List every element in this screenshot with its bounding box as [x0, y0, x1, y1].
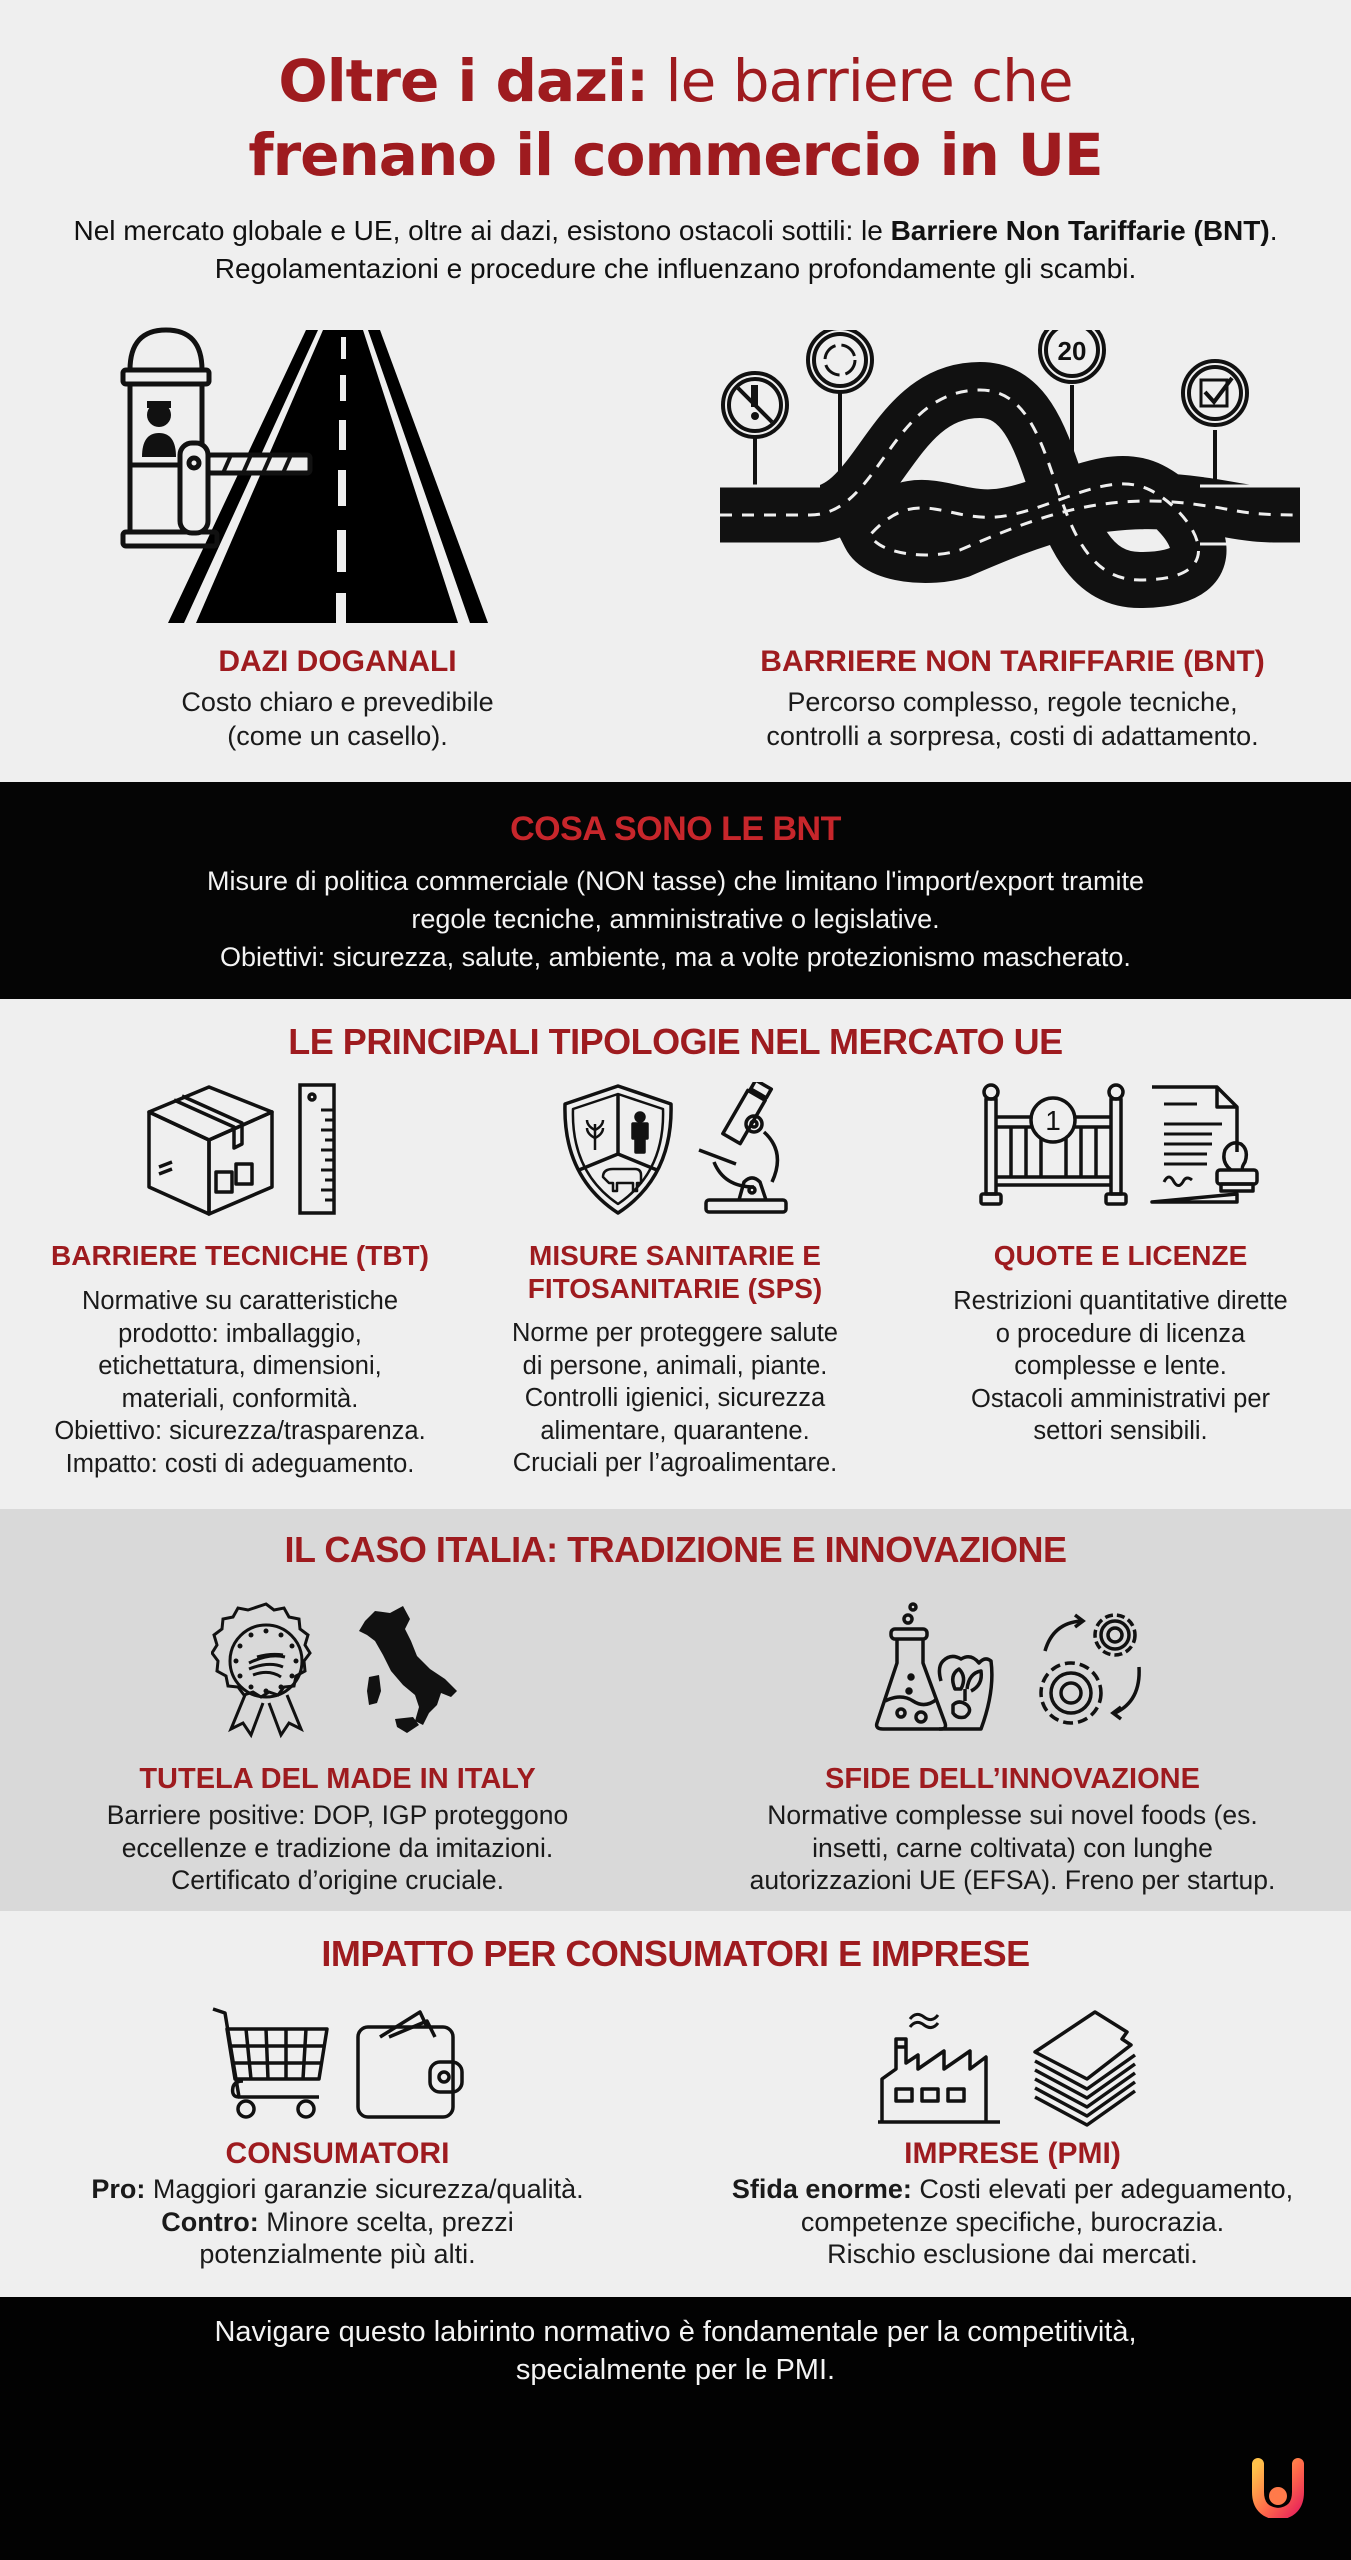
intro-part1: Nel mercato globale e UE, oltre ai dazi, esistono ostacoli sottili: le	[73, 215, 891, 246]
desc-line: controlli a sorpresa, costi di adattamento.	[766, 721, 1259, 751]
title-light: le barriere che	[648, 47, 1073, 115]
desc-row	[675, 2238, 1350, 2271]
row-bold: Contro:	[161, 2206, 259, 2237]
desc-line: (come un casello).	[227, 721, 448, 751]
bnt-line: Obiettivi: sicurezza, salute, ambiente, ma a volte protezionismo mascherato.	[220, 942, 1131, 972]
lab-flask-novel-food-icon	[873, 1601, 1003, 1736]
desc-row	[675, 2206, 1350, 2239]
desc-line: Controlli igienici, sicurezza	[524, 1384, 826, 1412]
footer-line: Navigare questo labirinto normativo è fondamentale per la competitività,	[214, 2316, 1137, 2348]
brand-logo-icon	[1248, 2456, 1308, 2518]
title-line2: frenano il commercio in UE	[248, 121, 1103, 189]
intro-part2: . Regolamentazioni e procedure che influenzano profondamente gli scambi.	[214, 215, 1278, 284]
impact-consumers	[0, 1911, 675, 2297]
row-text: Minore scelta, prezzi	[258, 2206, 514, 2237]
italy-item-desc	[0, 1799, 675, 1897]
impact-item-desc	[675, 2173, 1350, 2271]
half-icons	[675, 2007, 1350, 2127]
comparison-desc	[675, 685, 1350, 753]
type-desc	[0, 1285, 480, 1480]
bnt-definition-section	[0, 782, 1351, 999]
desc-line: di persone, animali, piante.	[522, 1351, 828, 1380]
impact-section	[0, 1911, 1351, 2297]
desc-line: autorizzazioni UE (EFSA). Freno per startup.	[749, 1865, 1276, 1895]
footer-text	[0, 2313, 1351, 2389]
gears-cycle-icon	[1027, 1601, 1152, 1736]
shield-plant-person-animal-icon	[561, 1082, 676, 1222]
type-tbt	[0, 999, 480, 1509]
title-line: QUOTE E LICENZE	[993, 1240, 1248, 1271]
desc-line: Cruciali per l’agroalimentare.	[512, 1449, 838, 1477]
bnt-text	[0, 862, 1351, 976]
footer-section	[0, 2297, 1351, 2560]
comparison-section	[0, 310, 1351, 782]
desc-line: Restrizioni quantitative dirette	[953, 1287, 1288, 1315]
desc-row	[0, 2173, 675, 2206]
types-heading: LE PRINCIPALI TIPOLOGIE NEL MERCATO UE	[288, 1021, 1063, 1062]
desc-line: o procedure di licenza	[995, 1319, 1246, 1348]
license-document-stamp-icon	[1147, 1082, 1262, 1222]
svg-text:1: 1	[1045, 1105, 1061, 1136]
quota-gate-icon	[979, 1082, 1129, 1222]
desc-line: Ostacoli amministrativi per	[971, 1384, 1270, 1413]
row-text: Maggiori garanzie sicurezza/qualità.	[145, 2174, 584, 2204]
desc-line: Barriere positive: DOP, IGP proteggono	[106, 1800, 569, 1830]
desc-row	[0, 2238, 675, 2271]
italy-item-desc	[675, 1799, 1350, 1897]
title-line: FITOSANITARIE (SPS)	[527, 1273, 823, 1304]
paper-stack-icon	[1027, 2007, 1147, 2127]
title-bold: Oltre i dazi:	[278, 47, 649, 115]
italy-innovation	[675, 1509, 1350, 1911]
desc-line: alimentare, quarantene.	[540, 1416, 810, 1445]
svg-text:20: 20	[1057, 336, 1087, 366]
type-sps	[450, 999, 900, 1509]
wallet-icon	[355, 2007, 465, 2122]
desc-row	[0, 2206, 675, 2239]
comparison-bnt	[675, 310, 1350, 782]
row-bold: Pro:	[91, 2174, 146, 2204]
impact-companies	[675, 1911, 1350, 2297]
italy-map-icon	[345, 1601, 465, 1741]
half-icons	[0, 2007, 675, 2122]
bnt-line: regole tecniche, amministrative o legislative.	[411, 904, 940, 934]
bnt-line: Misure di politica commerciale (NON tasse) che limitano l'import/export tramite	[207, 866, 1144, 896]
microscope-icon	[694, 1082, 789, 1222]
desc-line: settori sensibili.	[1033, 1417, 1208, 1445]
row-text: Costi elevati per adeguamento,	[911, 2174, 1294, 2204]
italy-made-in-italy	[0, 1509, 675, 1911]
desc-line: complesse e lente.	[1014, 1352, 1227, 1380]
header-section	[0, 0, 1351, 310]
intro-text	[60, 212, 1291, 288]
row-bold: Sfida enorme:	[731, 2174, 912, 2204]
comparison-desc	[0, 685, 675, 753]
type-title	[890, 1239, 1351, 1272]
footer-line: specialmente per le PMI.	[515, 2354, 836, 2386]
desc-line: Costo chiaro e prevedibile	[181, 687, 494, 717]
desc-line: Obiettivo: sicurezza/trasparenza.	[54, 1417, 426, 1445]
type-desc	[890, 1285, 1351, 1448]
desc-line: materiali, conformità.	[121, 1384, 359, 1413]
type-icons	[890, 1082, 1351, 1222]
desc-line: eccellenze e tradizione da imitazioni.	[121, 1832, 554, 1863]
desc-line: Norme per proteggere salute	[511, 1319, 838, 1347]
title-line: BARRIERE TECNICHE (TBT)	[51, 1240, 429, 1271]
impact-heading: IMPATTO PER CONSUMATORI E IMPRESE	[321, 1933, 1030, 1974]
comparison-title: BARRIERE NON TARIFFARIE (BNT)	[760, 645, 1265, 678]
intro-bold: Barriere Non Tariffarie (BNT)	[890, 215, 1270, 246]
impact-item-title: CONSUMATORI	[225, 2137, 450, 2170]
half-icons	[675, 1601, 1350, 1736]
type-quote	[890, 999, 1351, 1509]
row-text: competenze specifiche, burocrazia.	[800, 2206, 1225, 2237]
desc-row	[675, 2173, 1350, 2206]
types-section	[0, 999, 1351, 1509]
ruler-icon	[297, 1082, 337, 1222]
comparison-dazi	[0, 310, 675, 782]
page-title	[0, 44, 1351, 192]
desc-line: etichettatura, dimensioni,	[98, 1352, 382, 1380]
eu-quality-seal-icon	[211, 1601, 321, 1741]
shopping-cart-icon	[211, 2007, 331, 2122]
desc-line: Certificato d’origine cruciale.	[171, 1865, 504, 1895]
type-icons	[0, 1082, 480, 1222]
desc-line: Normative complesse sui novel foods (es.	[767, 1800, 1258, 1830]
comparison-title: DAZI DOGANALI	[218, 645, 457, 678]
type-title	[0, 1239, 480, 1272]
half-icons	[0, 1601, 675, 1741]
desc-line: Normative su caratteristiche	[81, 1287, 399, 1315]
winding-road-signs-icon	[720, 330, 1300, 630]
italy-section	[0, 1509, 1351, 1911]
type-desc	[450, 1317, 900, 1480]
row-text: Rischio esclusione dai mercati.	[827, 2239, 1198, 2269]
desc-line: insetti, carne coltivata) con lunghe	[812, 1832, 1213, 1863]
type-title	[450, 1239, 900, 1305]
toll-booth-road-icon	[118, 325, 498, 625]
italy-item-title: TUTELA DEL MADE IN ITALY	[139, 1763, 536, 1795]
impact-item-desc	[0, 2173, 675, 2271]
bnt-title: COSA SONO LE BNT	[510, 810, 841, 848]
impact-item-title: IMPRESE (PMI)	[904, 2137, 1121, 2170]
desc-line: Impatto: costi di adeguamento.	[65, 1449, 415, 1478]
title-line: MISURE SANITARIE E	[529, 1240, 821, 1271]
italy-item-title: SFIDE DELL’INNOVAZIONE	[825, 1763, 1200, 1795]
italy-heading: IL CASO ITALIA: TRADIZIONE E INNOVAZIONE	[284, 1529, 1067, 1570]
row-text: potenzialmente più alti.	[199, 2239, 476, 2269]
package-box-icon	[144, 1082, 279, 1222]
factory-icon	[878, 2007, 1003, 2127]
desc-line: prodotto: imballaggio,	[118, 1319, 362, 1348]
type-icons	[450, 1082, 900, 1222]
desc-line: Percorso complesso, regole tecniche,	[787, 687, 1238, 717]
